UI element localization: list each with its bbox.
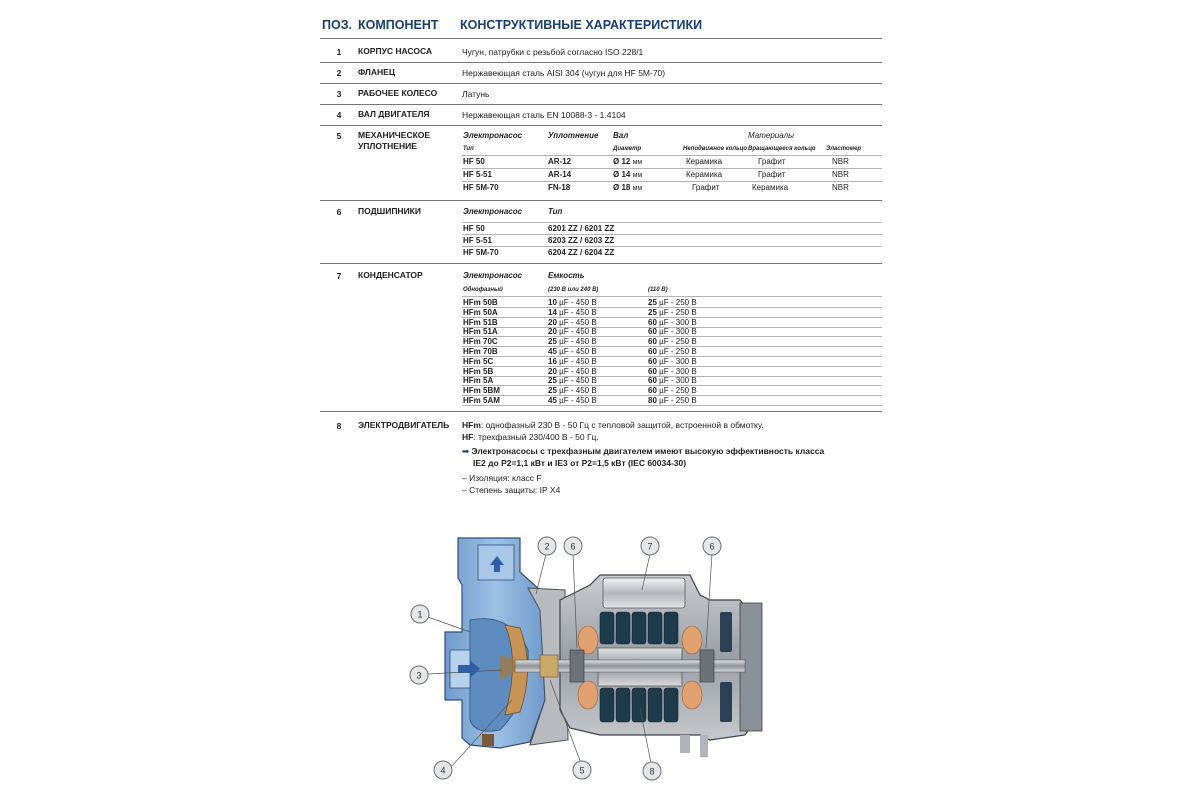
row-3-name: РАБОЧЕЕ КОЛЕСО: [358, 88, 438, 98]
seal-row-diameter: Ø 18 мм: [613, 183, 643, 192]
seal-header-shaft: Вал: [613, 131, 629, 140]
motor-efficiency-note-2: IE2 до P2=1,1 кВт и IE3 от P2=1,5 кВт (IEC 60034-30): [473, 458, 687, 468]
capacitor-row-110v: 60 µF - 250 В: [648, 337, 697, 347]
capacitor-row-pump: HFm 50B: [463, 298, 498, 307]
bearings-row-pump: HF 50: [463, 224, 485, 233]
row-1-name: КОРПУС НАСОСА: [358, 46, 433, 56]
row-7-name: КОНДЕНСАТОР: [358, 270, 423, 280]
svg-text:2: 2: [544, 541, 550, 552]
capacitor-row-230v: 45 µF - 450 В: [548, 396, 597, 405]
motor-hfm-line: HFm: однофазный 230 В - 50 Гц с тепловой защитой, встроенной в обмотку.: [462, 420, 764, 430]
seal-header-materials: Материалы: [748, 131, 794, 140]
seal-row-seal: AR-14: [548, 170, 572, 179]
bearings-row-type: 6203 ZZ / 6203 ZZ: [548, 236, 615, 245]
seal-row-diameter: Ø 14 мм: [613, 170, 643, 179]
row-5-num: 5: [336, 131, 342, 141]
capacitor-row-230v: 25 µF - 450 В: [548, 386, 597, 396]
arrow-icon: ➟: [462, 446, 470, 456]
callout-3: [410, 666, 428, 684]
seal-sub-elastomer: Эластомер: [826, 146, 862, 152]
row-7-num: 7: [336, 271, 342, 281]
seal-row-seal: AR-12: [548, 157, 572, 166]
seal-row-fixed: Керамика: [686, 157, 723, 166]
capacitor-row-pump: HFm 5AM: [463, 396, 500, 405]
bearings-row-type: 6204 ZZ / 6204 ZZ: [548, 248, 615, 257]
seal-row-fixed: Графит: [692, 183, 720, 192]
capacitor-sub-single-phase: Однофазный: [463, 287, 503, 293]
capacitor-row-230v: 25 µF - 450 В: [548, 337, 597, 347]
row-1-value: Чугун, патрубки с резьбой согласно ISO 228/1: [462, 47, 644, 57]
front-bearing: [570, 650, 584, 682]
header-pos: ПОЗ.: [322, 18, 353, 32]
capacitor-sub-230v: (230 В или 240 В): [548, 287, 599, 293]
callout-6-front: [564, 537, 582, 555]
bearings-header-pump: Электронасос: [463, 207, 523, 216]
seal-row-rotating: Керамика: [752, 183, 789, 192]
capacitor-row-230v: 16 µF - 450 В: [548, 356, 597, 366]
motor-efficiency-note: ➟ Электронасосы с трехфазным двигателем имеют высокую эффективность класса: [462, 446, 825, 456]
callout-8: [643, 762, 661, 780]
capacitor-sub-110v: (110 В): [648, 287, 668, 293]
motor-protection: – Степень защиты: IP X4: [462, 485, 561, 495]
capacitor-row-230v: 14 µF - 450 В: [548, 307, 597, 317]
callout-5: [573, 761, 591, 779]
header-component: КОМПОНЕНТ: [358, 18, 439, 32]
svg-text:5: 5: [579, 765, 585, 776]
bearings-row-pump: HF 5-51: [463, 236, 492, 245]
capacitor-row-pump: HFm 51B: [463, 317, 498, 327]
capacitor-row-pump: HFm 5B: [463, 366, 494, 376]
row-2-value: Нержавеющая сталь AISI 304 (чугун для HF 5M-70): [462, 68, 666, 78]
row-5-name-line1: МЕХАНИЧЕСКОЕ: [358, 130, 431, 140]
bearings-row-type: 6201 ZZ / 6201 ZZ: [548, 224, 615, 233]
svg-text:3: 3: [416, 670, 422, 681]
capacitor-row-pump: HFm 50A: [463, 307, 498, 317]
row-8-name: ЭЛЕКТРОДВИГАТЕЛЬ: [358, 420, 450, 430]
svg-text:7: 7: [647, 541, 653, 552]
capacitor-row-pump: HFm 5C: [463, 356, 494, 366]
row-1-num: 1: [336, 47, 342, 57]
row-5-name-line2: УПЛОТНЕНИЕ: [358, 141, 417, 151]
bearings-row-pump: HF 5M-70: [463, 248, 499, 257]
svg-text:8: 8: [649, 766, 655, 777]
seal-row-pump: HF 5-51: [463, 170, 492, 179]
row-3-value: Латунь: [462, 89, 490, 99]
capacitor-row-110v: 60 µF - 250 В: [648, 347, 697, 356]
capacitor-row-110v: 80 µF - 250 В: [648, 396, 697, 405]
capacitor-row-230v: 45 µF - 450 В: [548, 347, 597, 356]
seal-row-elastomer: NBR: [832, 157, 849, 166]
seal-row-fixed: Керамика: [686, 170, 723, 179]
row-4-name: ВАЛ ДВИГАТЕЛЯ: [358, 109, 430, 119]
capacitor-row-230v: 10 µF - 450 В: [548, 298, 597, 307]
row-4-num: 4: [336, 110, 342, 120]
svg-text:6: 6: [709, 541, 715, 552]
svg-text:6: 6: [570, 541, 576, 552]
capacitor-row-230v: 20 µF - 450 В: [548, 327, 597, 337]
capacitor-header-capacity: Емкость: [548, 271, 585, 280]
seal-row-diameter: Ø 12 мм: [613, 157, 643, 166]
callout-2: [538, 537, 556, 555]
seal-header-pump: Электронасос: [463, 131, 523, 140]
callout-1: [411, 605, 429, 623]
bearings-header-type: Тип: [548, 207, 563, 216]
capacitor-row-110v: 60 µF - 250 В: [648, 386, 697, 396]
seal-row-rotating: Графит: [758, 170, 786, 179]
capacitor-row-230v: 20 µF - 450 В: [548, 366, 597, 376]
capacitor-row-110v: 60 µF - 300 В: [648, 317, 697, 327]
seal-row-elastomer: NBR: [832, 170, 849, 179]
capacitor-row-230v: 25 µF - 450 В: [548, 376, 597, 386]
seal-sub-rotating-ring: Вращающееся кольцо: [748, 146, 816, 152]
row-2-num: 2: [336, 68, 342, 78]
capacitor-row-pump: HFm 5A: [463, 376, 494, 386]
mechanical-seal: [540, 655, 558, 677]
capacitor-row-230v: 20 µF - 450 В: [548, 317, 597, 327]
row-3-num: 3: [336, 89, 342, 99]
capacitor-row-110v: 60 µF - 300 В: [648, 366, 697, 376]
capacitor-row-110v: 60 µF - 300 В: [648, 356, 697, 366]
rear-bearing: [700, 650, 714, 682]
capacitor-row-110v: 60 µF - 300 В: [648, 376, 697, 386]
capacitor-row-110v: 25 µF - 250 В: [648, 298, 697, 307]
capacitor-header-pump: Электронасос: [463, 271, 523, 280]
callout-4: [434, 761, 452, 779]
capacitor-row-pump: HFm 5BM: [463, 386, 500, 396]
capacitor-row-pump: HFm 51A: [463, 327, 498, 337]
row-8-num: 8: [336, 421, 342, 431]
seal-sub-fixed-ring: Неподвижное кольцо: [683, 146, 748, 152]
seal-row-rotating: Графит: [758, 157, 786, 166]
seal-header-seal: Уплотнение: [548, 131, 599, 140]
header-characteristics: КОНСТРУКТИВНЫЕ ХАРАКТЕРИСТИКИ: [460, 18, 703, 32]
capacitor-row-pump: HFm 70C: [463, 337, 498, 347]
capacitor-row-110v: 25 µF - 250 В: [648, 307, 697, 317]
svg-text:1: 1: [417, 609, 423, 620]
capacitor-row-pump: HFm 70B: [463, 347, 498, 356]
seal-sub-type: Тип: [463, 146, 474, 152]
callout-6-rear: [703, 537, 721, 555]
motor-insulation: – Изоляция: класс F: [462, 473, 542, 483]
seal-row-pump: HF 5M-70: [463, 183, 499, 192]
motor-hf-line: HF: трехфазный 230/400 В - 50 Гц.: [462, 432, 599, 442]
seal-sub-diameter: Диаметр: [613, 146, 642, 152]
seal-row-elastomer: NBR: [832, 183, 849, 192]
seal-row-seal: FN-18: [548, 183, 571, 192]
callout-7: [641, 537, 659, 555]
capacitor-row-110v: 60 µF - 300 В: [648, 327, 697, 337]
row-6-name: ПОДШИПНИКИ: [358, 206, 421, 216]
seal-row-pump: HF 50: [463, 157, 485, 166]
row-2-name: ФЛАНЕЦ: [358, 67, 396, 77]
svg-text:4: 4: [440, 765, 446, 776]
row-6-num: 6: [336, 207, 342, 217]
row-4-value: Нержавеющая сталь EN 10088-3 - 1.4104: [462, 110, 626, 120]
